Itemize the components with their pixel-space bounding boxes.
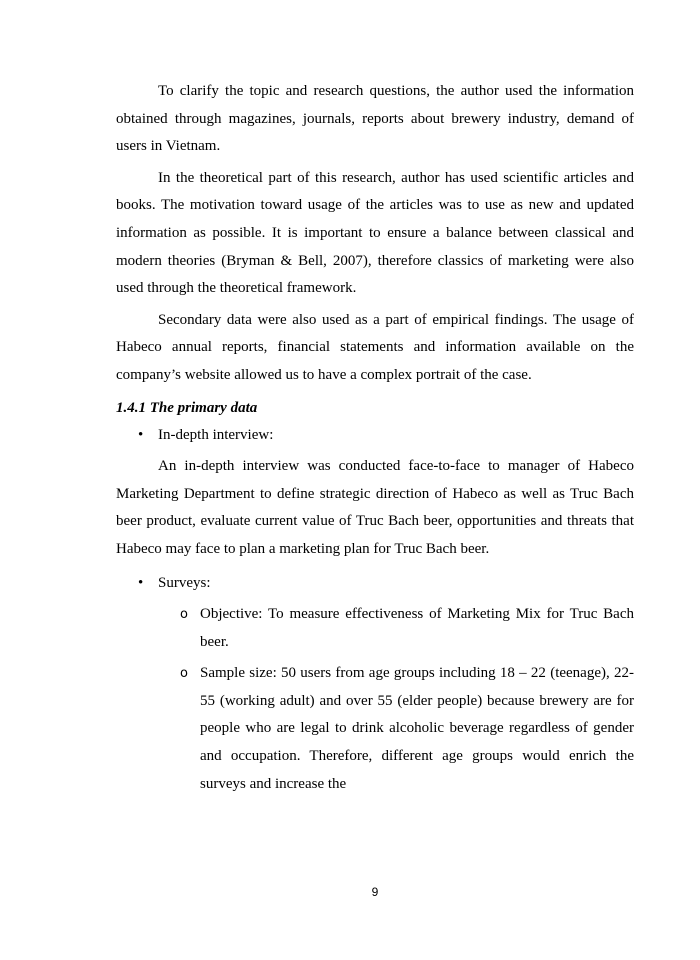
section-heading: 1.4.1 The primary data xyxy=(116,399,258,416)
paragraph-theoretical: In the theoretical part of this research, author has used scientific articles and books. The motivation toward usage of the articles was to use as new and updated information as possible. It is important to ensure a balance between classical and modern theories (Bryman & Bell, 2007), therefore classics of marketing were also used through the theoretical framework. xyxy=(116,169,634,297)
bullet-surveys xyxy=(116,570,634,598)
paragraph-sources: To clarify the topic and research questions, the author used the information obtained through magazines, journals, reports about brewery industry, demand of users in Vietnam. xyxy=(116,83,634,155)
circle-bullet-icon: o xyxy=(180,607,188,623)
bullet-icon: • xyxy=(138,574,144,591)
bullet-label: Surveys: xyxy=(158,574,211,591)
bullet-label: In-depth interview: xyxy=(158,426,274,443)
paragraph-secondary-data: Secondary data were also used as a part of empirical findings. The usage of Habeco annual reports, financial statements and information available on the company’s website allowed us to have a complex portrait of the case. xyxy=(116,311,634,383)
circle-bullet-icon: o xyxy=(180,666,188,682)
document-body xyxy=(116,78,634,798)
sub-item-sample-size xyxy=(116,660,634,798)
sub-item-text: Objective: To measure effectiveness of Marketing Mix for Truc Bach beer. xyxy=(200,606,634,650)
sub-item-text: Sample size: 50 users from age groups including 18 – 22 (teenage), 22- 55 (working adult) and over 55 (elder people) because brewery are for people who are legal to drink alcoholic beverage regardless of gender and occupation. Therefore, different age groups would enrich the surveys and increase the xyxy=(200,665,634,792)
page-number: 9 xyxy=(371,885,379,899)
paragraph-interview: An in-depth interview was conducted face-to-face to manager of Habeco Marketing Department to define strategic direction of Habeco as well as Truc Bach beer product, evaluate current value of Truc Bach beer, opportunities and threats that Habeco may face to plan a marketing plan for Truc Bach beer. xyxy=(116,458,634,557)
bullet-icon: • xyxy=(138,426,144,443)
bullet-interview xyxy=(116,422,634,450)
sub-item-objective xyxy=(116,601,634,656)
